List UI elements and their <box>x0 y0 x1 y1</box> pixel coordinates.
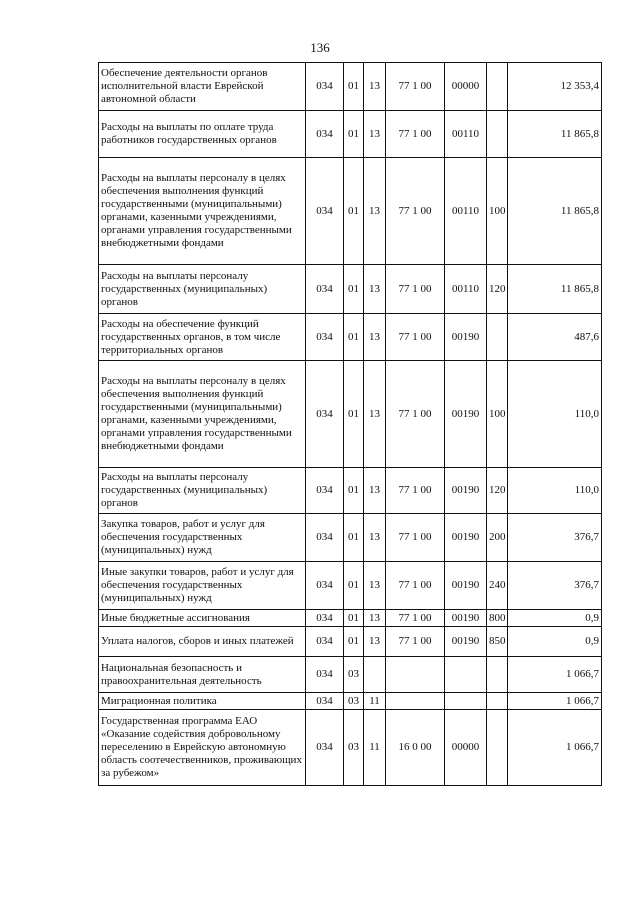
target-article: 77 1 00 <box>386 314 445 361</box>
target-article: 77 1 00 <box>386 610 445 627</box>
target-article <box>386 693 445 710</box>
amount: 0,9 <box>508 627 602 657</box>
budget-table <box>98 62 602 786</box>
target-article: 77 1 00 <box>386 63 445 111</box>
expense-type-code: 800 <box>487 610 508 627</box>
target-article: 77 1 00 <box>386 627 445 657</box>
page-number: 136 <box>310 40 330 55</box>
target-article <box>386 657 445 693</box>
row-name: Закупка товаров, работ и услуг для обеспечения государственных (муниципальных) нужд <box>99 514 306 562</box>
section-code: 01 <box>344 361 364 468</box>
table-row <box>99 111 602 158</box>
amount: 1 066,7 <box>508 710 602 786</box>
ministry-code: 034 <box>306 710 344 786</box>
subsection-code: 13 <box>364 562 386 610</box>
ministry-code: 034 <box>306 562 344 610</box>
row-name: Уплата налогов, сборов и иных платежей <box>99 627 306 657</box>
table-row <box>99 158 602 265</box>
expense-type-code: 850 <box>487 627 508 657</box>
expense-type-code <box>487 657 508 693</box>
section-code: 01 <box>344 610 364 627</box>
target-article: 77 1 00 <box>386 158 445 265</box>
row-name: Расходы на выплаты персоналу государственных (муниципальных) органов <box>99 468 306 514</box>
target-article-code: 00190 <box>445 627 487 657</box>
subsection-code: 13 <box>364 627 386 657</box>
target-article-code: 00190 <box>445 562 487 610</box>
ministry-code: 034 <box>306 158 344 265</box>
section-code: 01 <box>344 111 364 158</box>
section-code: 01 <box>344 627 364 657</box>
section-code: 01 <box>344 265 364 314</box>
table-row <box>99 627 602 657</box>
target-article: 77 1 00 <box>386 361 445 468</box>
amount: 110,0 <box>508 468 602 514</box>
row-name: Расходы на выплаты персоналу в целях обеспечения выполнения функций государственными (муниципальными) органами, казенными учреждениями, органами управления государственными внебюджетными фондами <box>99 361 306 468</box>
expense-type-code: 100 <box>487 361 508 468</box>
target-article: 77 1 00 <box>386 514 445 562</box>
amount: 1 066,7 <box>508 693 602 710</box>
ministry-code: 034 <box>306 314 344 361</box>
amount: 0,9 <box>508 610 602 627</box>
ministry-code: 034 <box>306 514 344 562</box>
ministry-code: 034 <box>306 693 344 710</box>
row-name: Миграционная политика <box>99 693 306 710</box>
amount: 11 865,8 <box>508 111 602 158</box>
ministry-code: 034 <box>306 111 344 158</box>
table-row <box>99 361 602 468</box>
target-article: 77 1 00 <box>386 265 445 314</box>
section-code: 03 <box>344 657 364 693</box>
table-row <box>99 710 602 786</box>
expense-type-code <box>487 710 508 786</box>
expense-type-code <box>487 63 508 111</box>
section-code: 01 <box>344 314 364 361</box>
target-article: 77 1 00 <box>386 562 445 610</box>
target-article-code: 00000 <box>445 710 487 786</box>
table-row <box>99 657 602 693</box>
subsection-code: 13 <box>364 314 386 361</box>
target-article-code: 00190 <box>445 610 487 627</box>
expense-type-code: 240 <box>487 562 508 610</box>
subsection-code: 13 <box>364 265 386 314</box>
row-name: Иные закупки товаров, работ и услуг для обеспечения государственных (муниципальных) нужд <box>99 562 306 610</box>
row-name: Обеспечение деятельности органов исполнительной власти Еврейской автономной области <box>99 63 306 111</box>
section-code: 03 <box>344 710 364 786</box>
row-name: Государственная программа ЕАО «Оказание содействия добровольному переселению в Еврейскую автономную область соотечественников, проживающих за рубежом» <box>99 710 306 786</box>
target-article-code: 00110 <box>445 111 487 158</box>
target-article-code <box>445 657 487 693</box>
target-article-code: 00110 <box>445 158 487 265</box>
target-article-code: 00190 <box>445 314 487 361</box>
table-row <box>99 693 602 710</box>
subsection-code: 11 <box>364 693 386 710</box>
amount: 376,7 <box>508 514 602 562</box>
ministry-code: 034 <box>306 657 344 693</box>
ministry-code: 034 <box>306 361 344 468</box>
target-article: 77 1 00 <box>386 111 445 158</box>
target-article-code: 00000 <box>445 63 487 111</box>
amount: 487,6 <box>508 314 602 361</box>
table-row <box>99 265 602 314</box>
subsection-code <box>364 657 386 693</box>
expense-type-code <box>487 111 508 158</box>
table-row <box>99 562 602 610</box>
expense-type-code: 100 <box>487 158 508 265</box>
ministry-code: 034 <box>306 610 344 627</box>
section-code: 01 <box>344 468 364 514</box>
target-article-code: 00190 <box>445 361 487 468</box>
target-article-code: 00110 <box>445 265 487 314</box>
ministry-code: 034 <box>306 265 344 314</box>
amount: 376,7 <box>508 562 602 610</box>
subsection-code: 13 <box>364 63 386 111</box>
table-row <box>99 468 602 514</box>
budget-rows <box>99 63 602 786</box>
subsection-code: 13 <box>364 610 386 627</box>
subsection-code: 13 <box>364 468 386 514</box>
subsection-code: 11 <box>364 710 386 786</box>
amount: 11 865,8 <box>508 265 602 314</box>
expense-type-code: 120 <box>487 265 508 314</box>
subsection-code: 13 <box>364 158 386 265</box>
table-row <box>99 314 602 361</box>
amount: 1 066,7 <box>508 657 602 693</box>
table-row <box>99 63 602 111</box>
amount: 11 865,8 <box>508 158 602 265</box>
row-name: Расходы на выплаты по оплате труда работников государственных органов <box>99 111 306 158</box>
expense-type-code <box>487 693 508 710</box>
subsection-code: 13 <box>364 361 386 468</box>
table-row <box>99 610 602 627</box>
ministry-code: 034 <box>306 63 344 111</box>
target-article-code <box>445 693 487 710</box>
row-name: Иные бюджетные ассигнования <box>99 610 306 627</box>
target-article: 77 1 00 <box>386 468 445 514</box>
section-code: 01 <box>344 63 364 111</box>
section-code: 01 <box>344 514 364 562</box>
target-article: 16 0 00 <box>386 710 445 786</box>
section-code: 03 <box>344 693 364 710</box>
amount: 110,0 <box>508 361 602 468</box>
expense-type-code <box>487 314 508 361</box>
ministry-code: 034 <box>306 468 344 514</box>
target-article-code: 00190 <box>445 468 487 514</box>
expense-type-code: 200 <box>487 514 508 562</box>
row-name: Расходы на выплаты персоналу государственных (муниципальных) органов <box>99 265 306 314</box>
subsection-code: 13 <box>364 514 386 562</box>
amount: 12 353,4 <box>508 63 602 111</box>
row-name: Расходы на выплаты персоналу в целях обеспечения выполнения функций государственными (муниципальными) органами, казенными учреждениями, органами управления государственными внебюджетными фондами <box>99 158 306 265</box>
section-code: 01 <box>344 158 364 265</box>
ministry-code: 034 <box>306 627 344 657</box>
table-row <box>99 514 602 562</box>
target-article-code: 00190 <box>445 514 487 562</box>
row-name: Расходы на обеспечение функций государственных органов, в том числе территориальных органов <box>99 314 306 361</box>
expense-type-code: 120 <box>487 468 508 514</box>
subsection-code: 13 <box>364 111 386 158</box>
row-name: Национальная безопасность и правоохранительная деятельность <box>99 657 306 693</box>
section-code: 01 <box>344 562 364 610</box>
